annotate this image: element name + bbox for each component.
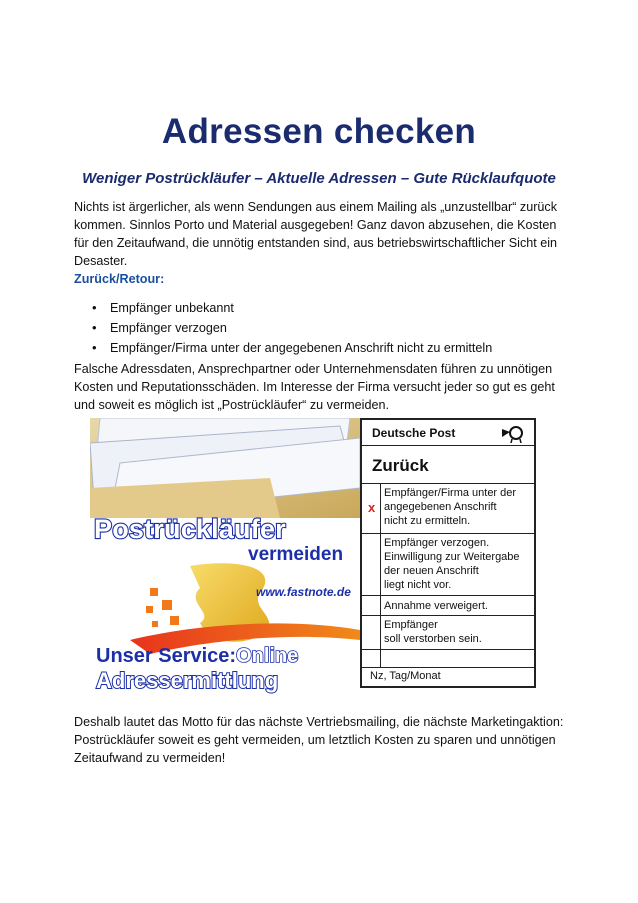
banner-service-label (96, 645, 298, 667)
retour-heading: Zurück/Retour: (74, 272, 165, 286)
middle-paragraph: Falsche Adressdaten, Ansprechpartner oder Unternehmensdaten führen zu unnötigen Kosten und Reputationsschäden. Im Interesse der Firma versucht jeder so gut es geht und soweit es möglich ist „Postrückläufer“ zu vermeiden. (74, 362, 555, 412)
card-option-1-line-2: angegebenen Anschrift (384, 501, 497, 513)
banner-url: www.fastnote.de (256, 585, 351, 599)
card-footer: Nz, Tag/Monat (370, 670, 441, 682)
card-option-1-line-1: Empfänger/Firma unter der (384, 487, 517, 499)
closing-paragraph: Deshalb lautet das Motto für das nächste Vertriebsmailing, die nächste Marketingaktion: Postrückläufer soweit es geht vermeiden, um letztlich Kosten zu sparen und unnötigen Zeitaufwand zu vermeiden! (74, 715, 564, 765)
card-heading-row (362, 446, 534, 484)
banner-word-postruecklaeufer: Postrückläufer (94, 514, 286, 544)
card-option-4-line-1: Empfänger (384, 619, 438, 631)
banner-graphic (90, 418, 360, 694)
card-heading: Zurück (372, 456, 429, 475)
card-cross-mark: x (368, 500, 376, 515)
card-option-2 (362, 534, 534, 596)
card-option-4-line-2: soll verstorben sein. (384, 633, 482, 645)
banner-service-c: Adressermittlung (96, 668, 279, 693)
card-brand-row (362, 420, 534, 446)
card-option-3-text: Annahme verweigert. (384, 600, 488, 612)
banner-illustration (90, 418, 360, 694)
intro-paragraph: Nichts ist ärgerlicher, als wenn Sendungen aus einem Mailing als „unzustellbar“ zurück kommen. Sinnlos Porto und Material ausgegeben! Ganz davon abzusehen, die Kosten für den Zeitaufwand, die unnötig entstanden sind, aus betriebswirtschaftlicher Sicht ein Desaster. (74, 200, 558, 268)
banner-word-vermeiden: vermeiden (248, 544, 344, 565)
list-item: • Empfänger verzogen (74, 318, 492, 338)
card-option-3 (362, 596, 534, 616)
card-brand: Deutsche Post (372, 426, 456, 440)
card-blank-row (362, 650, 534, 668)
card-option-1-line-3: nicht zu ermitteln. (384, 515, 471, 527)
list-item: • Empfänger/Firma unter der angegebenen Anschrift nicht zu ermitteln (74, 338, 492, 358)
card-check-column-line (380, 484, 381, 668)
banner-service-b: Online (236, 645, 299, 667)
posthorn-icon (500, 423, 526, 443)
card-option-2-line-4: liegt nicht vor. (384, 579, 452, 591)
decor-squares (146, 588, 179, 627)
card-option-2-line-2: Einwilligung zur Weitergabe (384, 551, 520, 563)
page-subtitle: Weniger Postrückläufer – Aktuelle Adressen – Gute Rücklaufquote (82, 170, 556, 187)
list-item: • Empfänger unbekannt (74, 298, 492, 318)
card-option-1 (362, 484, 534, 534)
card-option-2-line-3: der neuen Anschrift (384, 565, 479, 577)
card-option-4 (362, 616, 534, 650)
page-title: Adressen checken (161, 112, 477, 151)
card-option-2-line-1: Empfänger verzogen. (384, 537, 490, 549)
banner-service-a: Unser Service: (96, 645, 237, 667)
deutsche-post-return-card (360, 418, 536, 688)
envelope-stack (90, 418, 360, 518)
reason-list (74, 298, 492, 358)
